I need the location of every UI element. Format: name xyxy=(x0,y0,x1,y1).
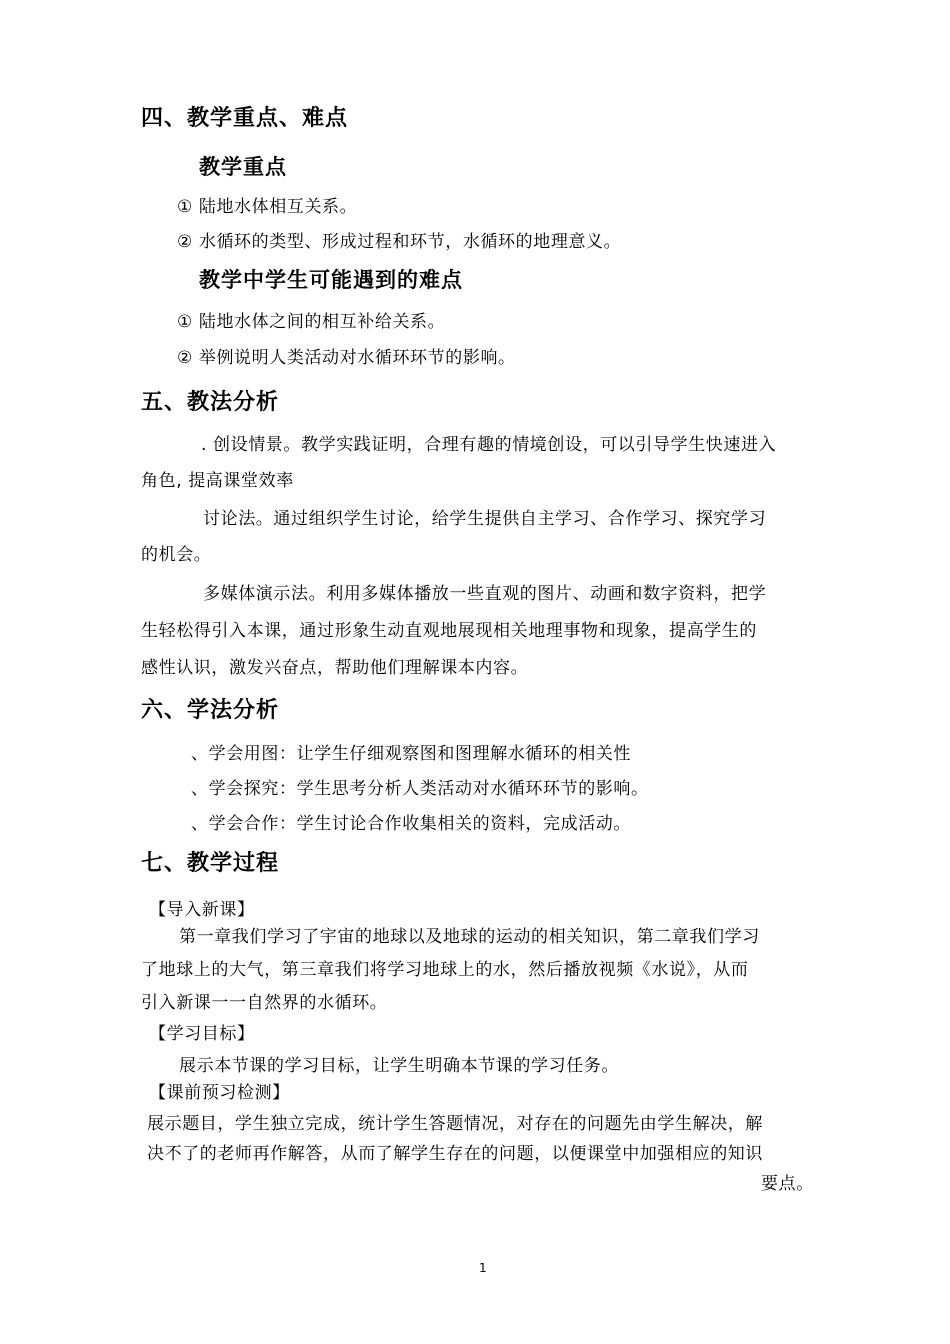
intro-line-3: 引入新课一一自然界的水循环。 xyxy=(141,993,388,1013)
learning-method-item-3: 、学会合作：学生讨论合作收集相关的资料，完成活动。 xyxy=(191,814,631,834)
preview-line-3: 要点。 xyxy=(761,1174,814,1194)
intro-label: 【导入新课】 xyxy=(149,900,255,920)
difficulty-item-1: ① 陆地水体之间的相互补给关系。 xyxy=(177,312,446,332)
method-paragraph-2-line-1: 讨论法。通过组织学生讨论，给学生提供自主学习、合作学习、探究学习 xyxy=(203,509,767,529)
preview-label: 【课前预习检测】 xyxy=(149,1083,290,1103)
preview-line-1: 展示题目，学生独立完成，统计学生答题情况，对存在的问题先由学生解决，解 xyxy=(147,1114,763,1134)
goal-label: 【学习目标】 xyxy=(149,1024,255,1044)
method-paragraph-1-line-1: . 创设情景。教学实践证明，合理有趣的情境创设，可以引导学生快速进入 xyxy=(201,435,777,455)
method-paragraph-1-line-2: 角色, 提高课堂效率 xyxy=(141,471,294,491)
section6-heading: 六、学法分析 xyxy=(141,698,280,723)
preview-line-2: 决不了的老师再作解答，从而了解学生存在的问题，以便课堂中加强相应的知识 xyxy=(147,1144,763,1164)
teaching-focus-subheading: 教学重点 xyxy=(199,155,287,179)
page-number: 1 xyxy=(479,1261,487,1275)
method-paragraph-3-line-1: 多媒体演示法。利用多媒体播放一些直观的图片、动画和数字资料，把学 xyxy=(203,584,767,604)
section4-heading: 四、教学重点、难点 xyxy=(141,106,349,131)
focus-item-1: ① 陆地水体相互关系。 xyxy=(177,197,358,217)
section5-heading: 五、教法分析 xyxy=(141,390,280,415)
method-paragraph-3-line-3: 感性认识，激发兴奋点，帮助他们理解课本内容。 xyxy=(141,658,529,678)
learning-method-item-1: 、学会用图：让学生仔细观察图和图理解水循环的相关性 xyxy=(191,744,631,764)
goal-line-1: 展示本节课的学习目标，让学生明确本节课的学习任务。 xyxy=(179,1056,619,1076)
difficulty-item-2: ② 举例说明人类活动对水循环环节的影响。 xyxy=(177,348,516,368)
method-paragraph-3-line-2: 生轻松得引入本课，通过形象生动直观地展现相关地理事物和现象，提高学生的 xyxy=(141,621,757,641)
method-paragraph-2-line-2: 的机会。 xyxy=(141,545,212,565)
focus-item-2: ② 水循环的类型、形成过程和环节，水循环的地理意义。 xyxy=(177,232,622,252)
learning-method-item-2: 、学会探究：学生思考分析人类活动对水循环环节的影响。 xyxy=(191,779,649,799)
section7-heading: 七、教学过程 xyxy=(141,851,280,876)
intro-line-2: 了地球上的大气，第三章我们将学习地球上的水，然后播放视频《水说》，从而 xyxy=(141,960,749,980)
intro-line-1: 第一章我们学习了宇宙的地球以及地球的运动的相关知识，第二章我们学习 xyxy=(179,927,760,947)
difficulty-subheading: 教学中学生可能遇到的难点 xyxy=(199,268,463,292)
